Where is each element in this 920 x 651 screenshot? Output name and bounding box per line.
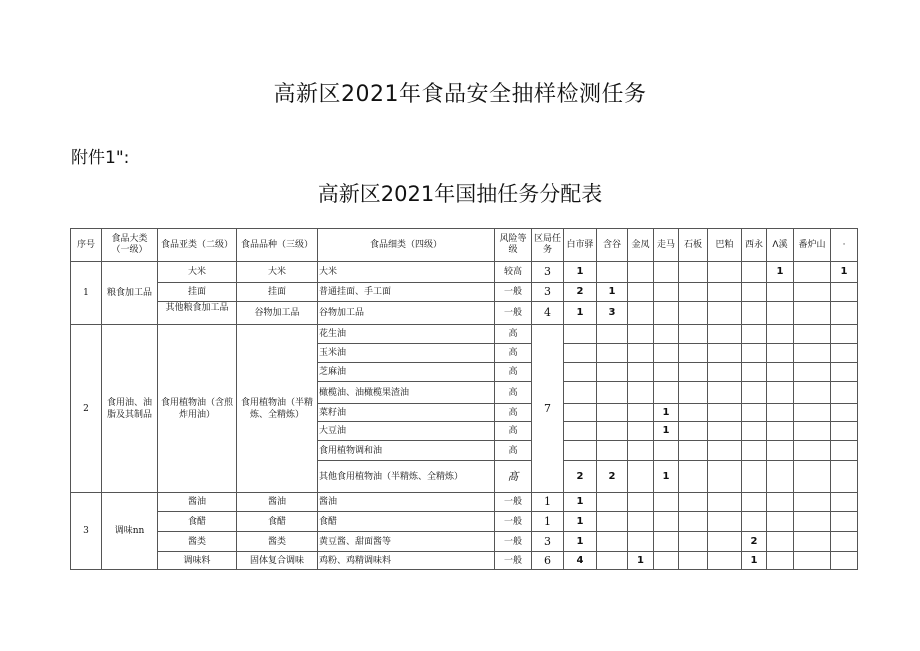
row-cat3: 酱类 — [237, 532, 318, 552]
cell-d1: 1 — [564, 302, 597, 325]
cell-d9 — [794, 325, 831, 344]
row-task: 3 — [532, 283, 564, 302]
cell-d9 — [794, 493, 831, 512]
cell-d8 — [767, 552, 794, 570]
cell-d10 — [831, 382, 858, 404]
cell-d8 — [767, 283, 794, 302]
cell-d5 — [679, 512, 708, 532]
row-cat4: 黄豆酱、甜面酱等 — [318, 532, 495, 552]
header-d5: 石板 — [679, 229, 708, 262]
cell-d4 — [654, 262, 679, 283]
row-seq: 2 — [71, 325, 102, 493]
cell-d1 — [564, 422, 597, 441]
cell-d1 — [564, 404, 597, 422]
cell-d9 — [794, 552, 831, 570]
cell-d1 — [564, 363, 597, 382]
cell-d7 — [742, 363, 767, 382]
cell-d6 — [708, 404, 742, 422]
cell-d4: 1 — [654, 422, 679, 441]
cell-d10 — [831, 404, 858, 422]
header-cat3: 食品品种（三级） — [237, 229, 318, 262]
document-title: 高新区2021年食品安全抽样检测任务 — [273, 82, 647, 107]
cell-d6 — [708, 363, 742, 382]
cell-d6 — [708, 283, 742, 302]
cell-d8 — [767, 441, 794, 461]
cell-d2 — [597, 532, 628, 552]
cell-d2 — [597, 262, 628, 283]
cell-d6 — [708, 512, 742, 532]
cell-d3 — [628, 422, 654, 441]
row-cat4: 食醋 — [318, 512, 495, 532]
cell-d5 — [679, 404, 708, 422]
cell-d2 — [597, 493, 628, 512]
row-task: 3 — [532, 532, 564, 552]
header-cat4: 食品细类（四级） — [318, 229, 495, 262]
cell-d7 — [742, 382, 767, 404]
cell-d1: 2 — [564, 461, 597, 493]
row-risk: 髙 — [495, 461, 532, 493]
header-d7: 西永 — [742, 229, 767, 262]
cell-d10 — [831, 325, 858, 344]
cell-d7 — [742, 441, 767, 461]
row-risk: 高 — [495, 382, 532, 404]
cell-d2 — [597, 422, 628, 441]
cell-d3: 1 — [628, 552, 654, 570]
cell-d1: 1 — [564, 532, 597, 552]
cell-d7: 1 — [742, 552, 767, 570]
row-task: 7 — [532, 325, 564, 493]
cell-d5 — [679, 344, 708, 363]
header-d9: 番炉山 — [794, 229, 831, 262]
row-cat2: 食用植物油（含煎炸用油） — [158, 325, 237, 493]
row-seq: 3 — [71, 493, 102, 570]
header-seq: 序号 — [71, 229, 102, 262]
cell-d7 — [742, 283, 767, 302]
cell-d9 — [794, 404, 831, 422]
cell-d7 — [742, 422, 767, 441]
cell-d10 — [831, 422, 858, 441]
cell-d7 — [742, 404, 767, 422]
attachment-label: 附件1": — [71, 148, 130, 168]
cell-d4 — [654, 512, 679, 532]
cell-d10 — [831, 441, 858, 461]
cell-d9 — [794, 283, 831, 302]
cell-d9 — [794, 532, 831, 552]
cell-d6 — [708, 441, 742, 461]
row-cat2: 酱类 — [158, 532, 237, 552]
cell-d1: 4 — [564, 552, 597, 570]
header-row — [71, 229, 858, 262]
cell-d5 — [679, 461, 708, 493]
cell-d10 — [831, 302, 858, 325]
cell-d4 — [654, 302, 679, 325]
cell-d7 — [742, 262, 767, 283]
cell-d5 — [679, 382, 708, 404]
table-row — [71, 262, 858, 283]
cell-d7 — [742, 461, 767, 493]
cell-d3 — [628, 363, 654, 382]
cell-d3 — [628, 344, 654, 363]
cell-d6 — [708, 262, 742, 283]
cell-d8 — [767, 344, 794, 363]
row-cat4: 菜籽油 — [318, 404, 495, 422]
row-risk: 高 — [495, 325, 532, 344]
cell-d3 — [628, 512, 654, 532]
cell-d6 — [708, 302, 742, 325]
row-cat4: 芝麻油 — [318, 363, 495, 382]
cell-d6 — [708, 532, 742, 552]
row-cat4: 其他食用植物油（半精炼、全精炼） — [318, 461, 495, 493]
table-title: 高新区2021年国抽任务分配表 — [317, 182, 603, 206]
cell-d6 — [708, 382, 742, 404]
table-row — [71, 532, 858, 552]
row-cat2: 大米 — [158, 262, 237, 283]
cell-d4: 1 — [654, 404, 679, 422]
row-risk: 一般 — [495, 532, 532, 552]
cell-d7: 2 — [742, 532, 767, 552]
cell-d7 — [742, 325, 767, 344]
row-task: 1 — [532, 493, 564, 512]
cell-d5 — [679, 262, 708, 283]
cell-d9 — [794, 363, 831, 382]
header-risk: 风险等级 — [495, 229, 532, 262]
cell-d3 — [628, 283, 654, 302]
row-cat2: 酱油 — [158, 493, 237, 512]
cell-d6 — [708, 493, 742, 512]
cell-d7 — [742, 344, 767, 363]
header-d8: Λ溪 — [767, 229, 794, 262]
cell-d2 — [597, 363, 628, 382]
cell-d2 — [597, 552, 628, 570]
cell-d2: 3 — [597, 302, 628, 325]
table-row — [71, 302, 858, 325]
cell-d2 — [597, 382, 628, 404]
cell-d4 — [654, 441, 679, 461]
cell-d2 — [597, 404, 628, 422]
cell-d5 — [679, 441, 708, 461]
cell-d9 — [794, 512, 831, 532]
cell-d7 — [742, 512, 767, 532]
row-cat4: 普通挂面、手工面 — [318, 283, 495, 302]
cell-d4 — [654, 283, 679, 302]
row-cat2: 其他粮食加工品 — [158, 302, 237, 325]
row-risk: 高 — [495, 404, 532, 422]
row-risk: 高 — [495, 422, 532, 441]
row-cat4: 鸡粉、鸡精调味料 — [318, 552, 495, 570]
table-row — [71, 325, 858, 344]
row-cat4: 大豆油 — [318, 422, 495, 441]
cell-d10 — [831, 461, 858, 493]
cell-d5 — [679, 422, 708, 441]
cell-d3 — [628, 382, 654, 404]
header-d2: 含谷 — [597, 229, 628, 262]
row-risk: 一般 — [495, 552, 532, 570]
row-cat4: 食用植物调和油 — [318, 441, 495, 461]
row-risk: 一般 — [495, 283, 532, 302]
cell-d3 — [628, 325, 654, 344]
cell-d5 — [679, 493, 708, 512]
cell-d8 — [767, 461, 794, 493]
cell-d3 — [628, 302, 654, 325]
cell-d9 — [794, 262, 831, 283]
row-cat2: 挂面 — [158, 283, 237, 302]
cell-d4 — [654, 363, 679, 382]
row-risk: 一般 — [495, 512, 532, 532]
cell-d4 — [654, 532, 679, 552]
row-risk: 较高 — [495, 262, 532, 283]
cell-d2 — [597, 441, 628, 461]
cell-d8 — [767, 422, 794, 441]
cell-d9 — [794, 441, 831, 461]
cell-d8: 1 — [767, 262, 794, 283]
row-cat4: 大米 — [318, 262, 495, 283]
table-row — [71, 552, 858, 570]
cell-d9 — [794, 344, 831, 363]
header-cat1: 食品大类（一级） — [102, 229, 158, 262]
row-cat3: 谷物加工品 — [237, 302, 318, 325]
cell-d4 — [654, 382, 679, 404]
row-cat3: 酱油 — [237, 493, 318, 512]
cell-d5 — [679, 325, 708, 344]
cell-d6 — [708, 344, 742, 363]
header-cat2: 食品亚类（二级） — [158, 229, 237, 262]
table-row — [71, 493, 858, 512]
cell-d2 — [597, 325, 628, 344]
cell-d3 — [628, 493, 654, 512]
cell-d5 — [679, 532, 708, 552]
row-cat1: 调味nn — [102, 493, 158, 570]
cell-d7 — [742, 493, 767, 512]
cell-d2: 1 — [597, 283, 628, 302]
cell-d6 — [708, 552, 742, 570]
cell-d5 — [679, 363, 708, 382]
cell-d9 — [794, 302, 831, 325]
cell-d4: 1 — [654, 461, 679, 493]
cell-d10 — [831, 512, 858, 532]
row-cat1: 食用油、油脂及其制品 — [102, 325, 158, 493]
cell-d4 — [654, 325, 679, 344]
row-seq: 1 — [71, 262, 102, 325]
cell-d10: 1 — [831, 262, 858, 283]
cell-d2: 2 — [597, 461, 628, 493]
cell-d9 — [794, 422, 831, 441]
row-task: 3 — [532, 262, 564, 283]
row-cat1: 粮食加工品 — [102, 262, 158, 325]
row-risk: 高 — [495, 363, 532, 382]
cell-d3 — [628, 404, 654, 422]
row-task: 4 — [532, 302, 564, 325]
cell-d1 — [564, 344, 597, 363]
cell-d1 — [564, 325, 597, 344]
cell-d5 — [679, 552, 708, 570]
cell-d8 — [767, 363, 794, 382]
header-d4: 走马 — [654, 229, 679, 262]
cell-d8 — [767, 382, 794, 404]
row-cat4: 谷物加工品 — [318, 302, 495, 325]
cell-d9 — [794, 461, 831, 493]
cell-d8 — [767, 532, 794, 552]
cell-d7 — [742, 302, 767, 325]
cell-d8 — [767, 493, 794, 512]
header-task: 区局任务 — [532, 229, 564, 262]
cell-d10 — [831, 344, 858, 363]
header-d3: 金凤 — [628, 229, 654, 262]
row-cat4: 花生油 — [318, 325, 495, 344]
cell-d3 — [628, 461, 654, 493]
cell-d3 — [628, 262, 654, 283]
row-task: 1 — [532, 512, 564, 532]
row-risk: 一般 — [495, 302, 532, 325]
cell-d5 — [679, 283, 708, 302]
cell-d2 — [597, 344, 628, 363]
cell-d4 — [654, 552, 679, 570]
cell-d6 — [708, 461, 742, 493]
header-d10: · — [831, 229, 858, 262]
cell-d3 — [628, 532, 654, 552]
cell-d8 — [767, 302, 794, 325]
cell-d1: 1 — [564, 262, 597, 283]
cell-d8 — [767, 404, 794, 422]
row-cat3: 固体复合调味 — [237, 552, 318, 570]
row-risk: 一般 — [495, 493, 532, 512]
row-cat2: 调味料 — [158, 552, 237, 570]
cell-d10 — [831, 283, 858, 302]
cell-d2 — [597, 512, 628, 532]
cell-d4 — [654, 344, 679, 363]
cell-d9 — [794, 382, 831, 404]
task-allocation-table — [70, 228, 858, 570]
header-d1: 白市驿 — [564, 229, 597, 262]
cell-d1: 2 — [564, 283, 597, 302]
cell-d1: 1 — [564, 512, 597, 532]
cell-d10 — [831, 552, 858, 570]
cell-d6 — [708, 422, 742, 441]
cell-d1 — [564, 441, 597, 461]
row-cat3: 食用植物油（半精炼、全精炼） — [237, 325, 318, 493]
row-cat3: 食醋 — [237, 512, 318, 532]
table-row — [71, 283, 858, 302]
cell-d10 — [831, 363, 858, 382]
cell-d8 — [767, 512, 794, 532]
row-cat4: 橄榄油、油橄榄果渣油 — [318, 382, 495, 404]
header-d6: 巴粕 — [708, 229, 742, 262]
cell-d3 — [628, 441, 654, 461]
row-risk: 高 — [495, 344, 532, 363]
cell-d10 — [831, 532, 858, 552]
row-cat3: 大米 — [237, 262, 318, 283]
cell-d6 — [708, 325, 742, 344]
cell-d8 — [767, 325, 794, 344]
row-cat3: 挂面 — [237, 283, 318, 302]
cell-d4 — [654, 493, 679, 512]
row-cat4: 酱油 — [318, 493, 495, 512]
row-cat4: 玉米油 — [318, 344, 495, 363]
table-row — [71, 512, 858, 532]
cell-d10 — [831, 493, 858, 512]
cell-d1 — [564, 382, 597, 404]
row-risk: 高 — [495, 441, 532, 461]
cell-d5 — [679, 302, 708, 325]
row-task: 6 — [532, 552, 564, 570]
row-cat2: 食醋 — [158, 512, 237, 532]
cell-d1: 1 — [564, 493, 597, 512]
